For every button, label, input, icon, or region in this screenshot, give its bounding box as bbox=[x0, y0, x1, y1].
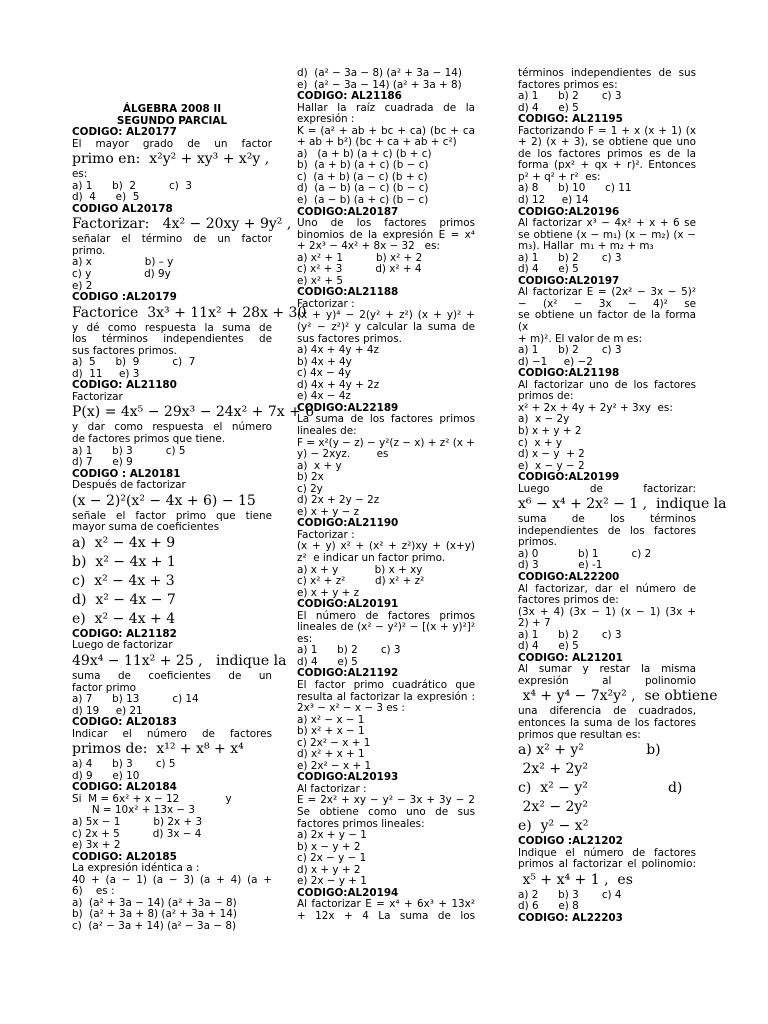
text-line: 40 + (a − 1) (a − 3) (a + 4) (a + bbox=[72, 873, 272, 886]
math-expression: e) x² − 4x + 4 bbox=[72, 610, 176, 627]
question-code: CODIGO: AL21195 bbox=[518, 113, 623, 126]
text-line: Factorizar : bbox=[297, 297, 355, 310]
text-line: a) x + y b) x + xy bbox=[297, 563, 423, 576]
math-expression: Factorizar: 4x² − 20xy + 9y² , bbox=[72, 216, 292, 233]
text-line: c) x² + z² d) x² + z² bbox=[297, 575, 425, 588]
text-line: d) 3 e) -1 bbox=[518, 559, 603, 572]
text-line: Al factorizar E = x⁴ + 6x³ + 13x² bbox=[297, 898, 475, 911]
text-line: e) 2x² − x + 1 bbox=[297, 759, 372, 772]
text-line: e) x² + 5 bbox=[297, 274, 343, 287]
text-line: Al sumar y restar la misma bbox=[518, 663, 696, 676]
text-line: a) x − 2y bbox=[518, 413, 570, 426]
text-line: d) 19 e) 21 bbox=[72, 704, 143, 717]
text-line: d) (a² − 3a − 8) (a² + 3a − 14) bbox=[297, 67, 462, 79]
text-line: de factores primos que tiene. bbox=[72, 433, 226, 446]
text-line: + ab + b²) (bc + ca + ab + c²) bbox=[297, 136, 457, 149]
text-line: Después de factorizar bbox=[72, 479, 186, 492]
text-line: sus factores primos. bbox=[72, 344, 177, 357]
text-line: e) 3x + 2 bbox=[72, 839, 121, 852]
column-middle bbox=[297, 68, 475, 922]
math-expression: e) y² − x² bbox=[518, 818, 589, 835]
text-line: e) 4x − 4z bbox=[297, 390, 351, 403]
text-line: una diferencia de cuadrados, bbox=[518, 705, 696, 718]
text-line: e) x + y − z bbox=[297, 505, 360, 518]
text-line: d) 4 e) 5 bbox=[518, 263, 579, 276]
text-line: b) (a + b) (a + c) (b − c) bbox=[297, 159, 429, 172]
text-line: c) 2x + 5 d) 3x − 4 bbox=[72, 827, 202, 840]
text-line: Si M = 6x² + x − 12 y bbox=[72, 792, 232, 805]
text-line: mayor suma de coeficientes bbox=[72, 521, 220, 534]
text-line: La suma de los factores primos bbox=[297, 413, 475, 426]
text-line: resulta al factorizar la expresión : bbox=[297, 690, 475, 703]
text-line: a) 1 b) 2 c) 3 bbox=[518, 90, 622, 103]
math-expression: P(x) = 4x⁵ − 29x³ − 24x² + 7x + 6 bbox=[72, 404, 315, 421]
text-line: a) 4 b) 3 c) 5 bbox=[72, 758, 176, 771]
text-line: Se obtiene como uno de sus bbox=[297, 806, 475, 818]
question-code: CODIGO: AL20185 bbox=[72, 850, 177, 863]
text-line: c) (a² − 3a + 14) (a² − 3a − 8) bbox=[72, 919, 236, 932]
text-line: b) 4x + 4y bbox=[297, 355, 352, 368]
text-line: c) (a + b) (a − c) (b + c) bbox=[297, 170, 428, 183]
text-line: b) (a² + 3a + 8) (a² + 3a + 14) bbox=[72, 908, 237, 921]
text-line: d) x² + x + 1 bbox=[297, 748, 365, 761]
column-right bbox=[518, 67, 727, 924]
question-code: CODIGO: AL21182 bbox=[72, 627, 177, 640]
text-line: a) x² − x − 1 bbox=[297, 713, 365, 726]
text-line: a) x b) – y bbox=[72, 256, 174, 269]
text-line: e) 2x − y + 1 bbox=[297, 875, 367, 888]
text-line: a) x² + 1 b) x² + 2 bbox=[297, 251, 423, 264]
text-line: a) 7 b) 13 c) 14 bbox=[72, 693, 199, 706]
text-line: b) x + y + 2 bbox=[518, 424, 582, 437]
text-line: d) 7 e) 9 bbox=[72, 456, 133, 469]
text-line: lineales de (x² − y²)² − [(x + y)²]² bbox=[297, 621, 475, 634]
text-line: El factor primo cuadrático que bbox=[297, 678, 475, 691]
text-line: Factorizando F = 1 + x (x + 1) (x bbox=[518, 124, 696, 137]
text-line: a) 1 b) 3 c) 5 bbox=[72, 444, 186, 457]
text-line: d) 4 e) 5 bbox=[518, 101, 579, 114]
text-line: binomios de la expresión E = x⁴ bbox=[297, 228, 475, 241]
question-code: CODIGO:AL20199 bbox=[518, 471, 620, 484]
text-line: a) 2 b) 3 c) 4 bbox=[518, 888, 622, 901]
text-line: independientes de los factores bbox=[518, 524, 696, 537]
text-line: z² e indicar un factor primo. bbox=[297, 551, 446, 564]
text-line: Factorizar bbox=[72, 390, 123, 403]
text-line: Al factorizar uno de los factores bbox=[518, 378, 696, 391]
text-line: x² + 2x + 4y + 2y² + 3xy es: bbox=[518, 401, 673, 414]
text-line: Al factorizar : bbox=[297, 782, 367, 795]
text-line: El número de factores primos bbox=[297, 609, 475, 622]
text-line: b) x² + x − 1 bbox=[297, 725, 365, 738]
text-line: a) 1 b) 2 c) 3 bbox=[72, 179, 193, 192]
text-line: 6) es : bbox=[72, 885, 115, 898]
text-line: a) 1 b) 2 c) 3 bbox=[518, 251, 622, 264]
text-line: Indique el número de factores bbox=[518, 846, 696, 859]
text-line: a) 1 b) 2 c) 3 bbox=[518, 628, 622, 641]
text-line: Factorizar : bbox=[297, 528, 355, 541]
text-line: y dar como respuesta el número bbox=[72, 421, 272, 434]
text-line: c) y d) 9y bbox=[72, 268, 171, 281]
text-line: c) x + y bbox=[518, 436, 562, 449]
question-code: CODIGO:AL22189 bbox=[297, 401, 399, 414]
text-line: Hallar la raíz cuadrada de la bbox=[297, 101, 475, 114]
question-code: CODIGO: AL20183 bbox=[72, 716, 177, 729]
text-line: a) (a² + 3a − 14) (a² + 3a − 8) bbox=[72, 896, 237, 909]
math-expression: c) x² − y² d) bbox=[518, 780, 683, 797]
text-line: señalar el término de un factor bbox=[72, 233, 272, 246]
text-line: d) −1 e) −2 bbox=[518, 355, 593, 368]
text-line: a) 8 b) 10 c) 11 bbox=[518, 182, 632, 195]
text-line: factores primos de: bbox=[518, 594, 619, 607]
text-line: primos al factorizar el polinomio: bbox=[518, 858, 696, 871]
question-code: CODIGO: AL20177 bbox=[72, 126, 177, 139]
text-line: a) x + y bbox=[297, 459, 342, 472]
math-expression: x⁵ + x⁴ + 1 , es bbox=[518, 871, 633, 888]
question-code: CODIGO:AL21190 bbox=[297, 517, 399, 530]
text-line: a) 5 b) 9 c) 7 bbox=[72, 356, 196, 369]
text-line: expresión al polinomio bbox=[518, 674, 696, 687]
text-line: y) − 2xyz. es bbox=[297, 448, 389, 461]
text-line: Luego de factorizar bbox=[72, 639, 173, 652]
text-line: entonces la suma de los factores bbox=[518, 716, 696, 729]
text-line: El mayor grado de un factor bbox=[72, 137, 272, 150]
text-line: + 2x³ − 4x² + 8x − 32 es: bbox=[297, 240, 440, 253]
question-code: CODIGO:AL22200 bbox=[518, 570, 620, 583]
text-line: N = 10x² + 13x − 3 bbox=[72, 804, 196, 817]
math-expression: x⁶ − x⁴ + 2x² − 1 , indique la bbox=[518, 496, 727, 513]
text-line: (x + y)⁴ − 2(y² + z²) (x + y)² + bbox=[297, 309, 475, 322]
text-line: d) 4 e) 5 bbox=[72, 191, 140, 204]
text-line: d) 12 e) 14 bbox=[518, 194, 589, 207]
text-line: 2) + 7 bbox=[518, 617, 551, 630]
text-line: de los factores primos es de la bbox=[518, 147, 696, 160]
text-line: y dé como respuesta la suma de bbox=[72, 321, 272, 334]
text-line: b) x − y + 2 bbox=[297, 840, 361, 853]
text-line: (x + y) x² + (x² + z²)xy + (x+y) bbox=[297, 540, 475, 553]
text-line: e) (a − b) (a + c) (b − c) bbox=[297, 194, 429, 207]
text-line: e) x − y − 2 bbox=[518, 459, 585, 472]
text-line: d) 11 e) 3 bbox=[72, 367, 140, 380]
text-line: 2x³ − x² − x − 3 es : bbox=[297, 702, 405, 715]
question-code: CODIGO:AL20191 bbox=[297, 598, 399, 611]
math-expression: 49x⁴ − 11x² + 25 , indique la bbox=[72, 652, 287, 669]
text-line: primo. bbox=[72, 244, 106, 257]
text-line: d) (a − b) (a − c) (b − c) bbox=[297, 182, 429, 195]
question-code: CODIGO:AL21192 bbox=[297, 667, 399, 680]
question-code: CODIGO:AL20193 bbox=[297, 771, 399, 784]
text-line: a) 2x + y − 1 bbox=[297, 829, 367, 842]
math-expression: 2x² + 2y² bbox=[518, 761, 588, 778]
math-expression: primo en: x²y² + xy³ + x²y , bbox=[72, 151, 270, 168]
text-line: Al factorizar, dar el número de bbox=[518, 582, 696, 595]
text-line: a) 5x − 1 b) 2x + 3 bbox=[72, 815, 203, 828]
text-line: d) x − y + 2 bbox=[518, 448, 585, 461]
text-line: b) 2x bbox=[297, 471, 324, 484]
text-line: c) 2x² − x + 1 bbox=[297, 736, 371, 749]
question-code: CODIGO: AL21180 bbox=[72, 379, 177, 392]
math-expression: b) x² − 4x + 1 bbox=[72, 553, 176, 570]
question-code: CODIGO :AL20179 bbox=[72, 291, 177, 304]
text-line: suma de coeficientes de un bbox=[72, 669, 272, 682]
text-line: − (x² − 3x − 4)² se bbox=[518, 297, 696, 310]
text-line: + 2) (x + 3), se obtiene que uno bbox=[518, 136, 696, 149]
question-code: CODIGO:AL20196 bbox=[518, 205, 620, 218]
math-expression: x⁴ + y⁴ − 7x²y² , se obtiene bbox=[518, 688, 718, 705]
math-expression: a) x² − 4x + 9 bbox=[72, 534, 176, 551]
text-line: + m)². El valor de m es: bbox=[518, 332, 643, 345]
text-line: d) 4 e) 5 bbox=[518, 640, 579, 653]
text-line: Uno de los factores primos bbox=[297, 217, 475, 230]
text-line: términos independientes de sus bbox=[518, 67, 696, 79]
text-line: d) 6 e) 8 bbox=[518, 900, 579, 913]
text-line: d) 4x + 4y + 2z bbox=[297, 378, 380, 391]
question-code: CODIGO:AL21188 bbox=[297, 286, 399, 299]
text-line: Indicar el número de factores bbox=[72, 727, 272, 740]
question-code: CODIGO: AL21201 bbox=[518, 651, 623, 664]
question-code: CODIGO: AL20184 bbox=[72, 781, 177, 794]
text-line: c) x² + 3 d) x² + 4 bbox=[297, 263, 422, 276]
text-line: expresión : bbox=[297, 113, 355, 126]
text-line: lineales de: bbox=[297, 424, 357, 437]
text-line: es: bbox=[297, 632, 313, 645]
text-line: d) 4 e) 5 bbox=[297, 655, 358, 668]
text-line: d) 9 e) 10 bbox=[72, 769, 140, 782]
text-line: e) x + y + z bbox=[297, 586, 360, 599]
text-line: se obtiene un factor de la forma (x bbox=[518, 309, 696, 334]
text-line: a) 1 b) 2 c) 3 bbox=[297, 644, 401, 657]
question-code: CODIGO AL20178 bbox=[72, 202, 173, 215]
text-line: m₃). Hallar m₁ + m₂ + m₃ bbox=[518, 240, 654, 253]
text-line: c) 2y bbox=[297, 482, 323, 495]
page-title: SEGUNDO PARCIAL bbox=[116, 114, 228, 127]
text-line: d) x + y + 2 bbox=[297, 863, 361, 876]
text-line: c) 2x − y − 1 bbox=[297, 852, 367, 865]
text-line: señale el factor primo que tiene bbox=[72, 509, 272, 522]
question-code: CODIGO:AL21198 bbox=[518, 367, 620, 380]
text-line: factores primos lineales: bbox=[297, 817, 425, 830]
math-expression: a) x² + y² b) bbox=[518, 742, 661, 759]
math-expression: Factorice 3x³ + 11x² + 28x + 30 bbox=[72, 304, 307, 321]
text-line: E = 2x² + xy − y² − 3x + 3y − 2 bbox=[297, 794, 475, 807]
text-line: se obtiene (x − m₁) (x − m₂) (x − bbox=[518, 228, 696, 241]
question-code: CODIGO:AL20187 bbox=[297, 205, 399, 218]
text-line: factores primos es: bbox=[518, 78, 618, 91]
text-line: Al factorizar E = (2x² − 3x − 5)² bbox=[518, 286, 696, 299]
question-code: CODIGO: AL22203 bbox=[518, 911, 623, 924]
text-line: p² + q² + r² es: bbox=[518, 170, 601, 183]
text-line: K = (a² + ab + bc + ca) (bc + ca bbox=[297, 124, 475, 137]
text-line: a) 1 b) 2 c) 3 bbox=[518, 344, 622, 357]
text-line: Al factorizar x³ − 4x² + x + 6 se bbox=[518, 217, 696, 230]
text-line: primos de: bbox=[518, 390, 574, 403]
math-expression: c) x² − 4x + 3 bbox=[72, 572, 175, 589]
page-title: ÁLGEBRA 2008 II bbox=[122, 103, 222, 115]
text-line: e) 2 bbox=[72, 279, 93, 292]
math-expression: d) x² − 4x − 7 bbox=[72, 591, 176, 608]
math-expression: (x − 2)²(x² − 4x + 6) − 15 bbox=[72, 492, 256, 509]
math-expression: primos de: x¹² + x⁸ + x⁴ bbox=[72, 741, 244, 758]
text-line: + 12x + 4 La suma de los bbox=[297, 909, 475, 922]
text-line: a) 4x + 4y + 4z bbox=[297, 344, 379, 357]
text-line: c) 4x − 4y bbox=[297, 367, 351, 380]
question-code: CODIGO: AL21186 bbox=[297, 90, 402, 103]
question-code: CODIGO:AL20194 bbox=[297, 886, 399, 899]
text-line: suma de los términos bbox=[518, 513, 696, 526]
text-line: los términos independientes de bbox=[72, 333, 272, 346]
question-code: CODIGO : AL20181 bbox=[72, 467, 181, 480]
question-code: CODIGO:AL20197 bbox=[518, 274, 620, 287]
text-line: Luego de factorizar: bbox=[518, 482, 696, 495]
text-line: e) (a² − 3a − 14) (a² + 3a + 8) bbox=[297, 78, 462, 91]
math-expression: 2x² − 2y² bbox=[518, 799, 588, 816]
text-line: (y² − z²)² y calcular la suma de bbox=[297, 321, 475, 334]
text-line: d) 2x + 2y − 2z bbox=[297, 494, 380, 507]
text-line: F = x²(y − z) − y²(z − x) + z² (x + bbox=[297, 436, 475, 449]
question-code: CODIGO :AL21202 bbox=[518, 835, 623, 848]
text-line: a) (a + b) (a + c) (b + c) bbox=[297, 147, 432, 160]
text-line: La expresión idéntica a : bbox=[72, 862, 200, 875]
text-line: a) 0 b) 1 c) 2 bbox=[518, 547, 652, 560]
text-line: primos. bbox=[518, 536, 557, 549]
text-line: es: bbox=[72, 168, 88, 181]
text-line: (3x + 4) (3x − 1) (x − 1) (3x + bbox=[518, 605, 696, 618]
text-line: primos que resultan es: bbox=[518, 728, 641, 741]
text-line: sus factores primos. bbox=[297, 332, 402, 345]
text-line: forma (px² + qx + r)². Entonces bbox=[518, 159, 696, 172]
text-line: factor primo bbox=[72, 681, 136, 694]
